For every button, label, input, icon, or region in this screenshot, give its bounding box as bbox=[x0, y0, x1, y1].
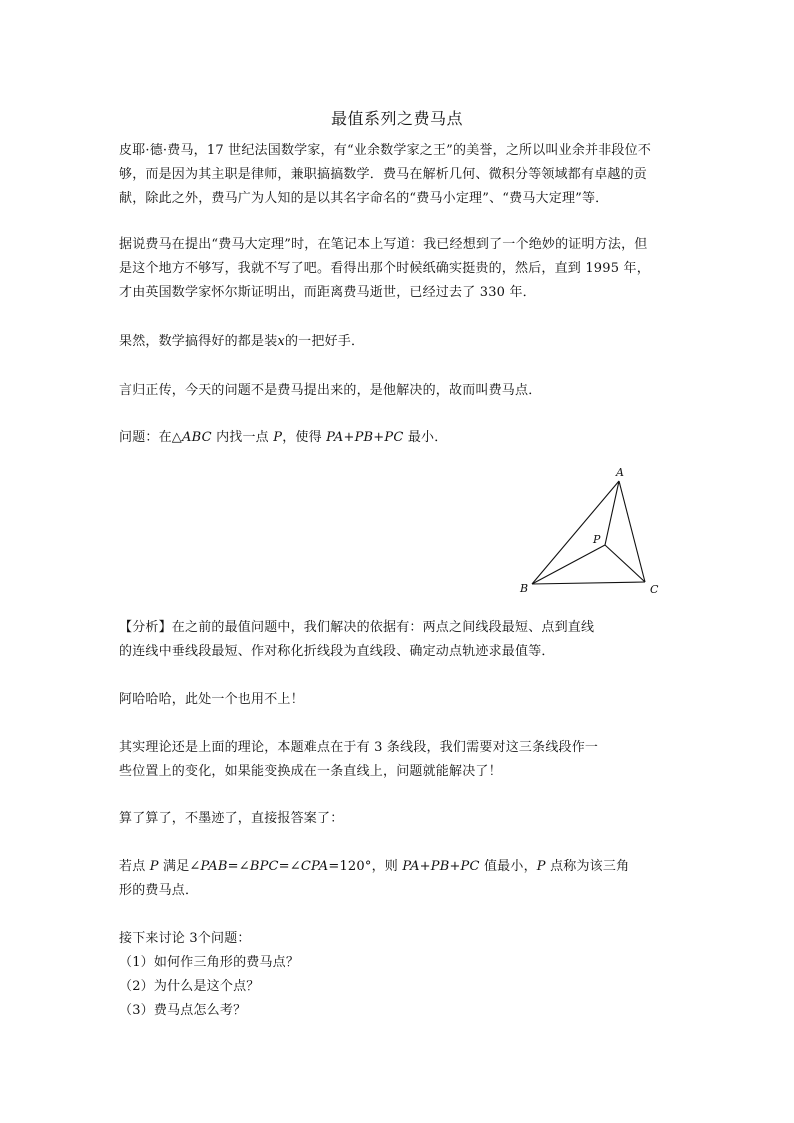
joke-paragraph bbox=[119, 330, 679, 354]
analysis-line-1: 【分析】在之前的最值问题中，我们解决的依据有：两点之间线段最短、点到直线 bbox=[119, 620, 595, 635]
side-bc bbox=[532, 582, 645, 584]
story-line-3: 才由英国数学家怀尔斯证明出，而距离费马逝世，已经过去了 330 年． bbox=[119, 285, 536, 300]
answer-text: =∠ bbox=[227, 859, 250, 874]
theory-line-2: 些位置上的变化，如果能变换成在一条直线上，问题就能解决了！ bbox=[119, 764, 502, 779]
answer-line-2: 形的费马点． bbox=[119, 883, 199, 898]
answer-intro: 算了算了，不墨迹了，直接报答案了： bbox=[119, 811, 344, 826]
vertex-label-c: C bbox=[650, 583, 659, 596]
answer-line-1 bbox=[119, 855, 629, 879]
theory-line-1: 其实理论还是上面的理论，本题难点在于有 3 条线段，我们需要对这三条线段作一 bbox=[119, 740, 599, 755]
answer-text: =120°，则 bbox=[328, 859, 403, 874]
vertex-label-a: A bbox=[616, 466, 624, 479]
problem-statement bbox=[119, 426, 679, 450]
discussion-item: （3）费马点怎么考？ bbox=[119, 1003, 247, 1018]
intro-line-1: 皮耶·德·费马，17 世纪法国数学家，有“业余数学家之王”的美誉，之所以叫业余并非段位不 bbox=[119, 143, 652, 158]
story-line-1: 据说费马在提出“费马大定理”时，在笔记本上写道：我已经想到了一个绝妙的证明方法，但 bbox=[119, 237, 648, 252]
aha-paragraph: 阿哈哈哈，此处一个也用不上！ bbox=[119, 692, 304, 707]
discussion-item: （2）为什么是这个点？ bbox=[119, 979, 260, 994]
problem-expression: PA+PB+PC bbox=[326, 430, 404, 445]
joke-text-after: 的一把好手． bbox=[284, 334, 365, 349]
segment-pc bbox=[605, 545, 645, 582]
intro-line-2: 够，而是因为其主职是律师，兼职搞搞数学．费马在解析几何、微积分等领域都有卓越的贡 bbox=[119, 167, 648, 182]
answer-text: 若点 bbox=[119, 859, 150, 874]
answer-text: 满足∠ bbox=[158, 859, 201, 874]
joke-variable: x bbox=[277, 334, 285, 349]
problem-suffix: 最小． bbox=[407, 430, 448, 445]
answer-text: =∠ bbox=[278, 859, 301, 874]
answer-paragraph bbox=[119, 855, 629, 903]
page-title: 最值系列之费马点 bbox=[330, 109, 463, 128]
answer-text: 点称为该三角 bbox=[545, 859, 630, 874]
segment-pb bbox=[532, 545, 605, 584]
problem-prefix: 问题：在△ bbox=[119, 430, 182, 445]
discussion-section bbox=[119, 927, 679, 1023]
triangle-figure bbox=[505, 458, 675, 603]
answer-angle-cpa: CPA bbox=[300, 859, 329, 874]
answer-angle-pab: PAB bbox=[200, 859, 228, 874]
joke-text-before: 果然，数学搞得好的都是装 bbox=[119, 334, 278, 349]
triangle-diagram bbox=[505, 458, 675, 603]
answer-text: 值最小， bbox=[479, 859, 537, 874]
theory-paragraph bbox=[119, 736, 629, 784]
back-paragraph: 言归正传，今天的问题不是费马提出来的，是他解决的，故而叫费马点． bbox=[119, 383, 542, 398]
answer-expression: PA+PB+PC bbox=[402, 859, 480, 874]
answer-point: P bbox=[536, 859, 546, 874]
problem-triangle: ABC bbox=[182, 430, 212, 445]
side-ab bbox=[532, 481, 619, 584]
discussion-item: （1）如何作三角形的费马点？ bbox=[119, 955, 300, 970]
discussion-heading: 接下来讨论 3个问题： bbox=[119, 931, 251, 946]
answer-angle-bpc: BPC bbox=[249, 859, 279, 874]
analysis-line-2: 的连线中垂线段最短、作对称化折线段为直线段、确定动点轨迹求最值等． bbox=[119, 644, 555, 659]
point-label-p: P bbox=[593, 533, 601, 546]
segment-pa bbox=[605, 481, 619, 545]
story-paragraph bbox=[119, 233, 679, 305]
vertex-label-b: B bbox=[520, 582, 529, 595]
problem-mid: 内找一点 bbox=[216, 430, 269, 445]
answer-point: P bbox=[149, 859, 159, 874]
intro-line-3: 献，除此之外，费马广为人知的是以其名字命名的“费马小定理”、“费马大定理”等． bbox=[119, 191, 609, 206]
problem-point: P bbox=[273, 430, 283, 445]
analysis-paragraph bbox=[119, 616, 629, 664]
problem-mid2: ，使得 bbox=[282, 430, 322, 445]
side-ca bbox=[619, 481, 645, 582]
intro-paragraph bbox=[119, 139, 679, 211]
story-line-2: 是这个地方不够写，我就不写了吧。看得出那个时候纸确实挺贵的，然后，直到 1995 年， bbox=[119, 261, 650, 276]
